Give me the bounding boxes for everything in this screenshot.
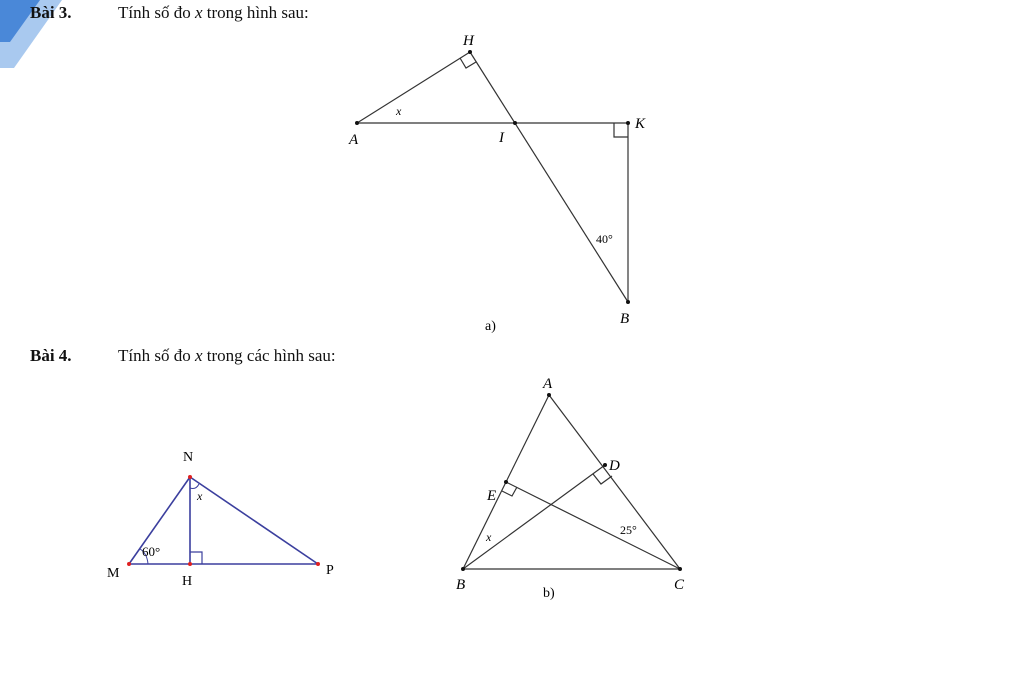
segment-CE [506,482,680,569]
exercise-3-variable: x [194,3,203,22]
point-C [678,567,682,571]
exercise-4-text-before: Tính số đo [118,346,195,365]
point-I [513,121,517,125]
point-N [188,475,192,479]
segment-NP [190,477,318,564]
label-P: P [326,563,334,578]
right-angle-mark-K [614,123,628,137]
angle-label-25: 25° [620,523,637,537]
label-K: K [635,116,646,132]
angle-label-x-a: x [396,104,402,118]
point-H2 [188,562,192,566]
label-M: M [107,566,120,581]
angle-label-40: 40° [596,232,613,246]
point-K [626,121,630,125]
point-M [127,562,131,566]
angle-label-x-b: x [486,530,492,544]
label-A: A [349,132,359,148]
label-B2: B [456,577,466,593]
segment-BD [463,465,605,569]
segment-AC [549,395,680,569]
point-B [626,300,630,304]
label-E: E [487,488,497,504]
figure-a [357,52,628,302]
point-D [603,463,607,467]
label-C: C [674,577,685,593]
exercise-3-text-after: trong hình sau: [202,3,309,22]
label-B: B [620,311,630,327]
exercise-4-text-after: trong các hình sau: [202,346,336,365]
label-I: I [499,130,504,146]
exercise-4-label: Bài 4. [30,346,72,365]
angle-arc-x-n [190,484,199,489]
segment-HB [470,52,628,302]
caption-b: b) [543,586,555,601]
exercise-3-label: Bài 3. [30,3,72,22]
point-A2 [547,393,551,397]
point-P [316,562,320,566]
right-angle-mark-E [502,487,517,496]
label-D: D [609,458,620,474]
label-H2: H [182,574,193,589]
label-H: H [463,33,474,49]
exercise-3-text-before: Tính số đo [118,3,195,22]
label-A2: A [543,376,553,392]
segment-AH [357,52,470,123]
right-angle-mark-H [460,58,476,68]
right-angle-mark-H2 [190,552,202,564]
point-B2 [461,567,465,571]
angle-label-60: 60° [142,544,161,559]
point-H [468,50,472,54]
figure-b [463,395,680,569]
label-N: N [183,450,194,465]
angle-label-x-n: x [197,489,203,503]
caption-a: a) [485,319,496,334]
point-A [355,121,359,125]
exercise-4-variable: x [194,346,203,365]
point-E [504,480,508,484]
